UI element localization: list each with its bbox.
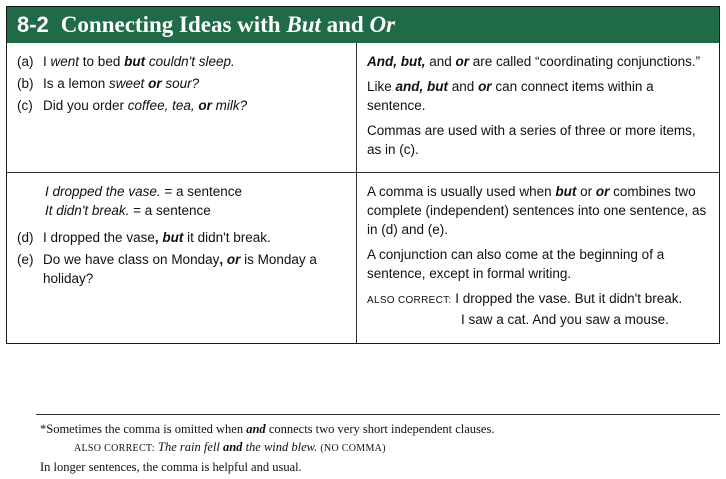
examples-bottom — [17, 182, 347, 291]
example-a: (a) I went to bed but couldn't sleep. — [17, 54, 235, 69]
example-d: (d) I dropped the vase, but it didn't break. — [17, 230, 271, 245]
example-c: (c) Did you order coffee, tea, or milk? — [17, 98, 248, 113]
footnote-line-2: ALSO CORRECT: The rain fell and the wind blew. (NO COMMA) — [74, 440, 386, 454]
grammar-chart — [6, 6, 720, 344]
example-b: (b) Is a lemon sweet or sour? — [17, 76, 200, 91]
section-title: Connecting Ideas with But and Or — [60, 12, 396, 37]
sentence-1: I dropped the vase. = a sentence — [45, 184, 243, 199]
explanation-series-commas: Commas are used with a series of three or more items, as in (c). — [367, 123, 696, 157]
footnote-line-3: In longer sentences, the comma is helpful and usual. — [40, 460, 302, 474]
also-correct-line-1: ALSO CORRECT: I dropped the vase. But it didn't break. — [367, 291, 683, 306]
explanation-connect-items: Like and, but and or can connect items within a sentence. — [367, 79, 654, 113]
footnote-line-1: *Sometimes the comma is omitted when and connects two very short independent clauses. — [40, 422, 495, 436]
also-correct-line-2: I saw a cat. And you saw a mouse. — [461, 312, 669, 327]
explanation-comma-usage: A comma is usually used when but or or combines two complete (independent) sentences into one sentence, as in (d) and (e). — [367, 184, 707, 237]
explanation-conjunction-start: A conjunction can also come at the beginning of a sentence, except in formal writing. — [367, 247, 665, 281]
explanation-coordinating: And, but, and or are called “coordinating conjunctions.” — [367, 54, 701, 69]
example-e: (e) Do we have class on Monday, or is Monday a holiday? — [17, 252, 317, 286]
column-divider — [356, 43, 357, 343]
sentence-2: It didn't break. = a sentence — [45, 203, 211, 218]
section-number: 8-2 — [17, 12, 49, 37]
explanations-bottom — [367, 182, 713, 329]
footnote — [40, 420, 700, 476]
row-divider — [7, 172, 719, 173]
explanations-top — [367, 52, 713, 165]
chart-title-bar — [7, 7, 719, 43]
footnote-rule — [36, 414, 720, 415]
examples-top — [17, 52, 347, 118]
